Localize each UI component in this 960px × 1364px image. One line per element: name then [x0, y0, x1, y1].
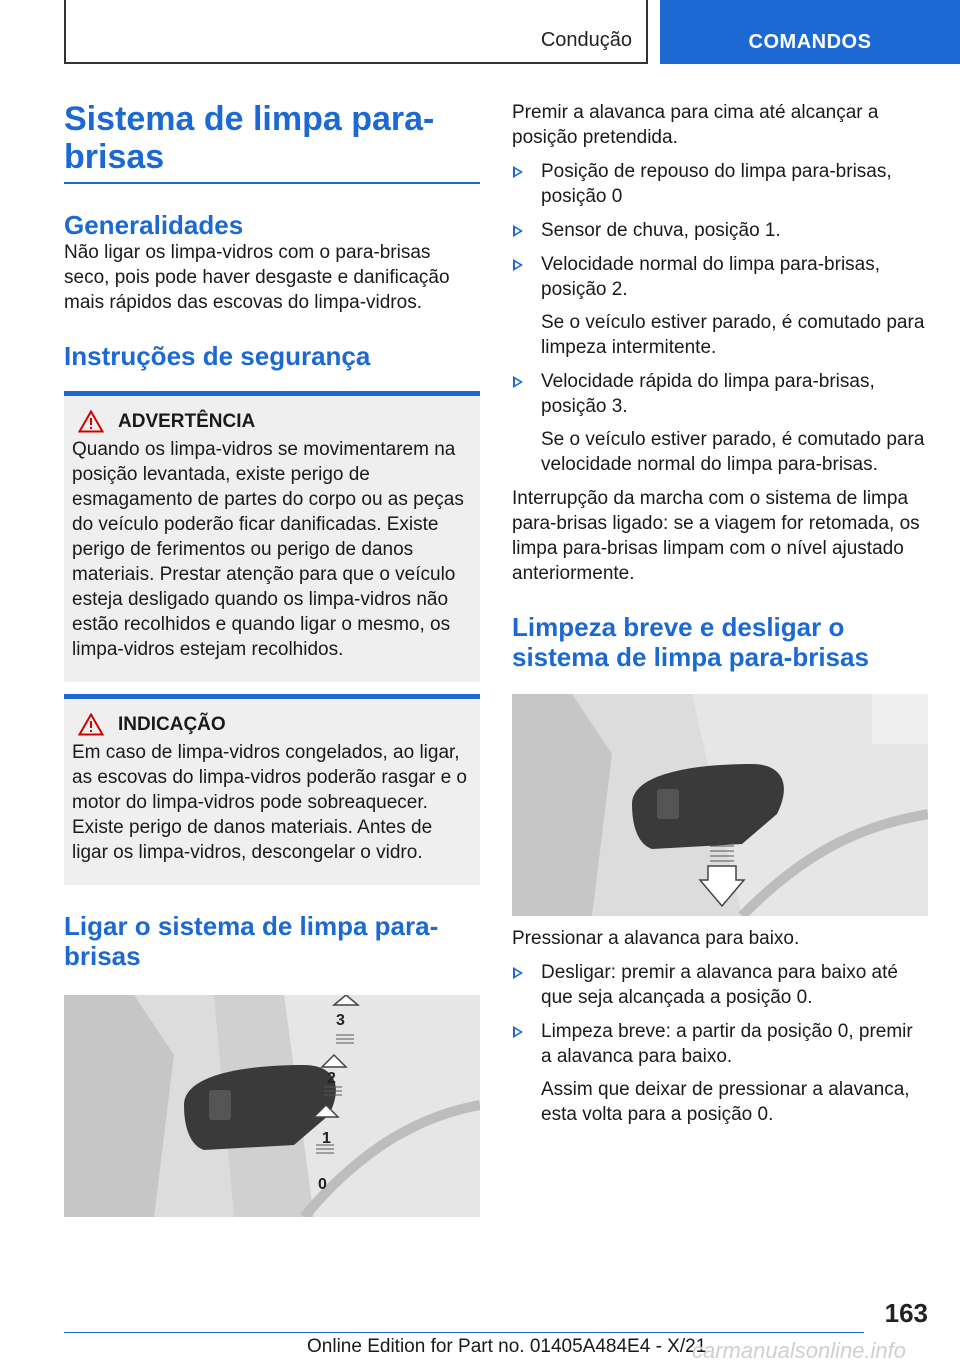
position-label-2: 2: [327, 1070, 336, 1087]
list-item-note: Se o veículo estiver parado, é comutado para velocidade normal do limpa para-brisas.: [541, 429, 925, 475]
wiper-lever-figure-down: [512, 694, 928, 916]
bullet-triangle-icon: [513, 1026, 523, 1038]
interruption-text: Interrupção da marcha com o sistema de limpa para-brisas ligado: se a viagem for retomada, os limpa para-brisas limpam com o nível ajustado anteriormente.: [512, 488, 920, 584]
position-label-1: 1: [322, 1130, 331, 1147]
brief-wipe-list: [512, 960, 928, 1127]
bullet-triangle-icon: [513, 166, 523, 178]
warning-triangle-icon: [78, 713, 104, 736]
switch-heading: Ligar o sistema de limpa para-brisas: [64, 911, 439, 971]
list-item-note: Se o veículo estiver parado, é comutado para limpeza intermitente.: [541, 312, 925, 358]
list-item: Desligar: premir a alavanca para baixo até que seja alcançada a posição 0.: [512, 960, 928, 1010]
section-label: Condução: [540, 29, 632, 51]
list-item: Velocidade normal do limpa para-brisas, posição 2. Se o veículo estiver parado, é comutado para limpeza intermitente.: [512, 252, 928, 360]
footer-divider: [64, 1332, 864, 1333]
position-label-0: 0: [318, 1176, 327, 1193]
generalidades-heading: Generalidades: [64, 210, 244, 240]
notice-box: [64, 694, 480, 885]
list-item: Velocidade rápida do limpa para-brisas, posição 3. Se o veículo estiver parado, é comutado para velocidade normal do limpa para-brisas.: [512, 369, 928, 477]
edition-text: Online Edition for Part no. 01405A484E4 - X/21: [307, 1336, 707, 1357]
list-item: Sensor de chuva, posição 1.: [512, 218, 928, 243]
bullet-triangle-icon: [513, 259, 523, 271]
watermark: carmanualsonline.info: [692, 1338, 907, 1363]
chapter-tab[interactable]: [660, 0, 960, 64]
bullet-triangle-icon: [513, 376, 523, 388]
list-item: Limpeza breve: a partir da posição 0, premir a alavanca para baixo. Assim que deixar de pressionar a alavanca, esta volta para a posição 0.: [512, 1019, 928, 1127]
notice-text: Em caso de limpa-vidros congelados, ao ligar, as escovas do limpa-vidros poderão rasgar e o motor do limpa-vidros pode sobreaquecer. Existe perigo de danos materiais. Antes de ligar os limpa-vidros, descongelar o vidro.: [72, 742, 467, 863]
press-text: Pressionar a alavanca para baixo.: [512, 928, 800, 949]
notice-title: INDICAÇÃO: [118, 713, 226, 735]
bullet-triangle-icon: [513, 225, 523, 237]
list-item-note: Assim que deixar de pressionar a alavanca, esta volta para a posição 0.: [541, 1079, 910, 1125]
left-column: [64, 100, 480, 1217]
generalidades-text: Não ligar os limpa-vidros com o para-brisas seco, pois pode haver desgaste e danificação mais rápidos das escovas do limpa-vidros.: [64, 242, 450, 313]
chapter-tab-label: COMANDOS: [748, 31, 872, 53]
page-number: 163: [884, 1298, 928, 1328]
bullet-triangle-icon: [513, 967, 523, 979]
warning-title: ADVERTÊNCIA: [118, 410, 256, 432]
wiper-lever-figure-up: [64, 995, 480, 1217]
warning-text: Quando os limpa-vidros se movimentarem na posição levantada, existe perigo de esmagamento de partes do corpo ou as peças do veículo poderão ficar danificadas. Existe perigo de ferimentos ou perigo de danos materiais. Prestar atenção para que o veículo esteja desligado quando os limpa-vidros não estão recolhidos e quando ligar o mesmo, os limpa-vidros estejam recolhidos.: [72, 439, 464, 660]
warning-box: [64, 391, 480, 682]
position-list: [512, 159, 928, 477]
intro-text: Premir a alavanca para cima até alcançar a posição pretendida.: [512, 102, 879, 148]
brief-wipe-heading: Limpeza breve e desligar o sistema de limpa para-brisas: [512, 612, 869, 672]
position-label-3: 3: [336, 1012, 345, 1029]
page-title: Sistema de limpa para-brisas: [64, 100, 480, 184]
header-frame: [64, 0, 648, 64]
safety-heading: Instruções de segurança: [64, 341, 371, 371]
list-item: Posição de repouso do limpa para-brisas, posição 0: [512, 159, 928, 209]
warning-triangle-icon: [78, 410, 104, 433]
right-column: [512, 100, 928, 1127]
